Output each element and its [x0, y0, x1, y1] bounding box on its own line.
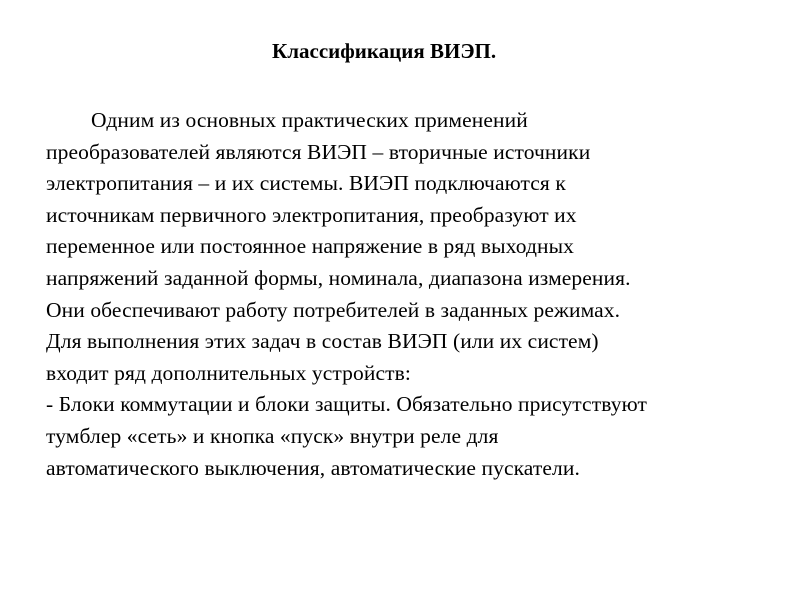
text-line: переменное или постоянное напряжение в ряд выходных	[46, 234, 574, 259]
text-line: Для выполнения этих задач в состав ВИЭП (или их систем)	[46, 329, 599, 354]
text-line: входит ряд дополнительных устройств:	[46, 360, 411, 385]
text-line: тумблер «сеть» и кнопка «пуск» внутри реле для	[46, 423, 499, 448]
text-line: - Блоки коммутации и блоки защиты. Обязательно присутствуют	[46, 392, 647, 417]
slide-title: Классификация ВИЭП.	[272, 39, 497, 63]
text-line: Одним из основных практических применений	[91, 108, 528, 132]
text-line: Они обеспечивают работу потребителей в заданных режимах.	[46, 297, 621, 322]
text-line: источникам первичного электропитания, преобразуют их	[46, 202, 577, 227]
text-line: электропитания – и их системы. ВИЭП подключаются к	[46, 171, 566, 196]
text-line: автоматического выключения, автоматические пускатели.	[46, 455, 580, 480]
text-line: напряжений заданной формы, номинала, диапазона измерения.	[46, 265, 631, 290]
slide-body-text	[46, 105, 798, 484]
text-line: преобразователей являются ВИЭП – вторичные источники	[46, 139, 591, 164]
